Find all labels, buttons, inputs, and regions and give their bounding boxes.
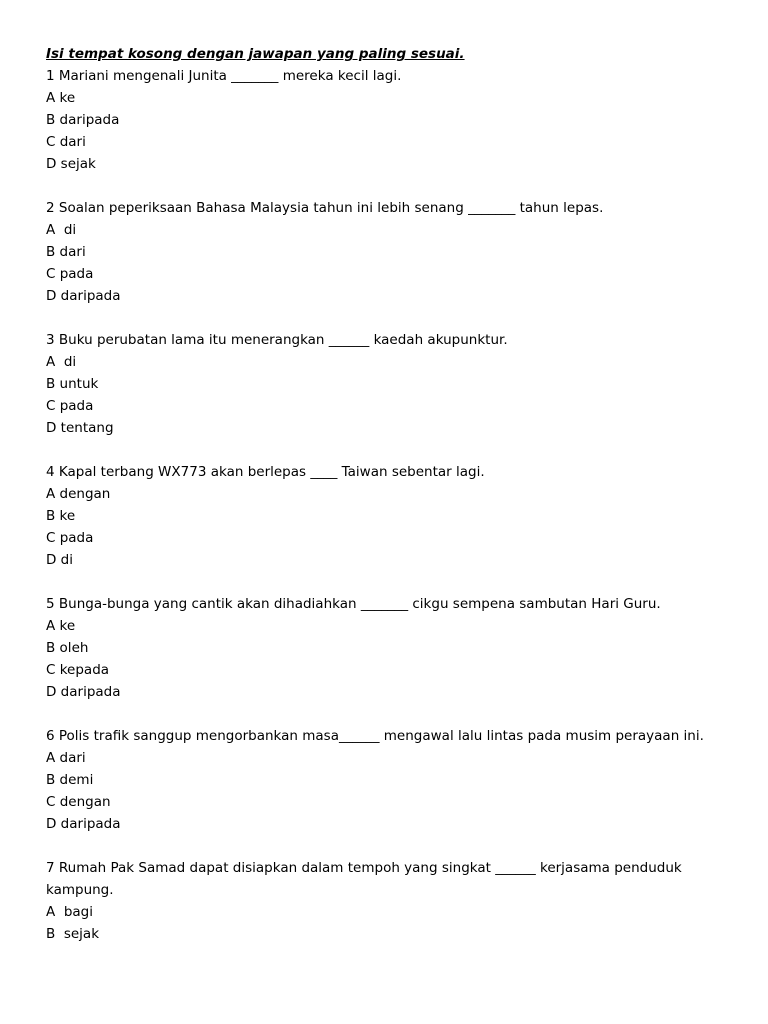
option-a: A dari bbox=[46, 750, 86, 766]
option-a: A ke bbox=[46, 90, 76, 106]
worksheet-title: Isi tempat kosong dengan jawapan yang paling sesuai. bbox=[46, 46, 465, 62]
question-text: 6 Polis trafik sanggup mengorbankan masa______ mengawal lalu lintas pada musim perayaan ini. bbox=[46, 728, 704, 744]
option-a: A ke bbox=[46, 618, 76, 634]
option-d: D tentang bbox=[46, 420, 114, 436]
option-b: B demi bbox=[46, 772, 94, 788]
option-d: D sejak bbox=[46, 156, 96, 172]
option-a: A di bbox=[46, 354, 77, 370]
question-text: 4 Kapal terbang WX773 akan berlepas ____ Taiwan sebentar lagi. bbox=[46, 464, 485, 480]
option-c: C pada bbox=[46, 398, 94, 414]
option-b: B dari bbox=[46, 244, 86, 260]
question-text: 3 Buku perubatan lama itu menerangkan ______ kaedah akupunktur. bbox=[46, 332, 508, 348]
option-b: B oleh bbox=[46, 640, 89, 656]
option-d: D daripada bbox=[46, 816, 121, 832]
option-b: B sejak bbox=[46, 926, 100, 942]
option-d: D daripada bbox=[46, 288, 121, 304]
option-c: C pada bbox=[46, 266, 94, 282]
option-c: C kepada bbox=[46, 662, 110, 678]
option-b: B untuk bbox=[46, 376, 99, 392]
question-6 bbox=[46, 725, 736, 835]
question-text: 2 Soalan peperiksaan Bahasa Malaysia tahun ini lebih senang _______ tahun lepas. bbox=[46, 200, 604, 216]
worksheet bbox=[46, 43, 736, 967]
question-1 bbox=[46, 65, 736, 175]
question-3 bbox=[46, 329, 736, 439]
question-text: 5 Bunga-bunga yang cantik akan dihadiahkan _______ cikgu sempena sambutan Hari Guru. bbox=[46, 596, 661, 612]
question-2 bbox=[46, 197, 736, 307]
option-c: C dari bbox=[46, 134, 86, 150]
question-text: 7 Rumah Pak Samad dapat disiapkan dalam tempoh yang singkat ______ kerjasama penduduk kampung. bbox=[46, 860, 682, 898]
option-c: C dengan bbox=[46, 794, 111, 810]
question-7 bbox=[46, 857, 736, 945]
option-b: B daripada bbox=[46, 112, 120, 128]
option-b: B ke bbox=[46, 508, 76, 524]
option-a: A bagi bbox=[46, 904, 93, 920]
question-5 bbox=[46, 593, 736, 703]
option-c: C pada bbox=[46, 530, 94, 546]
question-text: 1 Mariani mengenali Junita _______ mereka kecil lagi. bbox=[46, 68, 402, 84]
option-d: D daripada bbox=[46, 684, 121, 700]
question-4 bbox=[46, 461, 736, 571]
option-d: D di bbox=[46, 552, 74, 568]
option-a: A dengan bbox=[46, 486, 111, 502]
option-a: A di bbox=[46, 222, 77, 238]
